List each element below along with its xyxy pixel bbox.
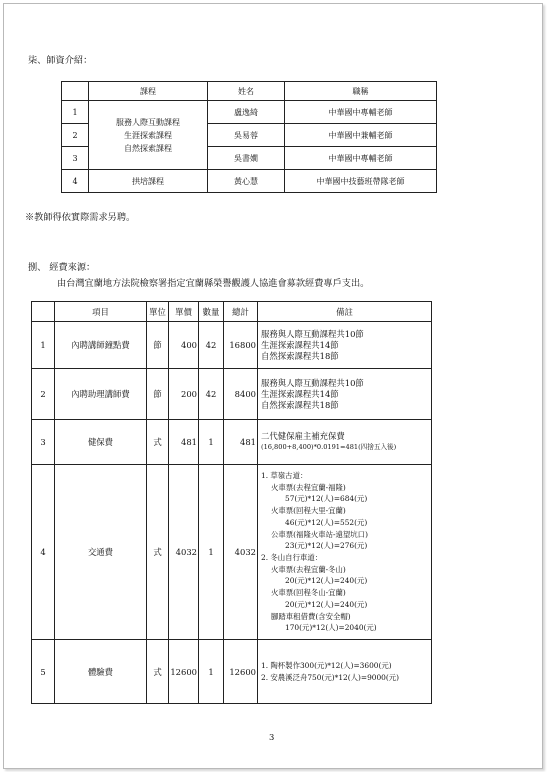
item-name: 交通費 (55, 465, 147, 640)
row-number: 2 (62, 124, 89, 147)
note-line: 2. 安農溪泛舟750(元)*12(人)=9000(元) (261, 672, 400, 682)
header-cell: 項目 (55, 302, 147, 322)
item-price: 12600 (169, 640, 199, 704)
note-line: 46(元)*12(人)=552(元) (285, 517, 368, 527)
row-number: 5 (32, 640, 55, 704)
teachers-note: ※教師得依實際需求另聘。 (25, 212, 136, 223)
note-line: 火車票(去程宜蘭-冬山) (271, 564, 346, 574)
note-line: 57(元)*12(人)=684(元) (285, 494, 368, 504)
note-line: 公車票(福隆火車站-遠望坑口) (271, 529, 368, 539)
row-number: 4 (62, 170, 89, 193)
header-cell: 姓名 (208, 82, 285, 101)
item-name: 體驗費 (55, 640, 147, 704)
item-qty: 1 (199, 420, 224, 465)
header-cell: 單價 (169, 302, 199, 322)
course-name: 自然探索課程 (124, 143, 172, 153)
item-total: 12600 (224, 640, 258, 704)
note-line: 自然探索課程共18節 (261, 399, 339, 410)
item-name: 內聘助理講師費 (55, 369, 147, 420)
item-qty: 42 (199, 322, 224, 369)
item-notes (258, 420, 432, 465)
row-number: 4 (32, 465, 55, 640)
header-cell-no (32, 302, 55, 322)
item-price: 4032 (169, 465, 199, 640)
note-line: 生涯探索課程共14節 (261, 388, 339, 399)
teacher-name: 吳書嫺 (208, 147, 285, 170)
course-name: 拱培課程 (89, 170, 208, 193)
item-total: 16800 (224, 322, 258, 369)
item-qty: 42 (199, 369, 224, 420)
note-line: 火車票(回程大里-宜蘭) (271, 506, 346, 516)
note-line: 火車票(回程冬山-宜蘭) (271, 588, 346, 598)
item-unit: 式 (147, 640, 169, 704)
item-name: 內聘講師鐘點費 (55, 322, 147, 369)
note-line: 20(元)*12(人)=240(元) (285, 599, 368, 609)
table-row (32, 465, 432, 640)
row-number: 3 (62, 147, 89, 170)
section8-description: 由台灣宜蘭地方法院檢察署指定宜蘭縣榮譽觀護人協進會募款經費專戶支出。 (57, 278, 370, 289)
note-line: 腳踏車租借費(含安全帽) (271, 611, 351, 621)
table-row (32, 322, 432, 369)
table-row (32, 640, 432, 704)
teacher-name: 黃心慧 (208, 170, 285, 193)
page-number: 3 (269, 732, 275, 742)
note-line: 自然探索課程共18節 (261, 350, 339, 361)
item-unit: 式 (147, 465, 169, 640)
header-cell-no (62, 82, 89, 101)
table-header-row (32, 302, 432, 322)
section8-heading: 捌、 經費來源： (28, 262, 96, 273)
item-total: 481 (224, 420, 258, 465)
teacher-title: 中華國中技藝班帶隊老師 (285, 170, 437, 193)
note-line: 生涯探索課程共14節 (261, 339, 339, 350)
header-cell: 總計 (224, 302, 258, 322)
teacher-title: 中華國中專輔老師 (285, 147, 437, 170)
item-notes (258, 640, 432, 704)
note-line: 二代健保雇主補充保費 (261, 431, 345, 441)
teachers-table (61, 81, 437, 193)
header-cell: 課程 (89, 82, 208, 101)
note-line: 服務與人際互動課程共10節 (261, 328, 364, 339)
merged-course-cell (89, 101, 208, 170)
course-name: 生涯探索課程 (124, 130, 172, 140)
row-number: 3 (32, 420, 55, 465)
item-unit: 節 (147, 322, 169, 369)
item-qty: 1 (199, 640, 224, 704)
table-row (62, 170, 437, 193)
note-line: 2. 冬山自行車道： (261, 553, 323, 562)
table-row (32, 369, 432, 420)
note-line: 170(元)*12(人)=2040(元) (285, 623, 377, 633)
table-header-row (62, 82, 437, 101)
note-line: 20(元)*12(人)=240(元) (285, 576, 368, 586)
item-qty: 1 (199, 465, 224, 640)
row-number: 2 (32, 369, 55, 420)
note-line: 服務與人際互動課程共10節 (261, 377, 364, 388)
teacher-name: 吳易蓉 (208, 124, 285, 147)
note-line: 1. 草嶺古道： (261, 471, 308, 481)
course-name: 服務人際互動課程 (116, 117, 180, 127)
teacher-title: 中華國中專輔老師 (285, 101, 437, 124)
table-row (62, 101, 437, 124)
item-total: 8400 (224, 369, 258, 420)
item-notes (258, 465, 432, 640)
note-line: 1. 陶杯製作300(元)*12(人)=3600(元) (261, 660, 392, 670)
header-cell: 數量 (199, 302, 224, 322)
row-number: 1 (32, 322, 55, 369)
row-number: 1 (62, 101, 89, 124)
item-notes (258, 322, 432, 369)
budget-table (31, 301, 432, 704)
item-unit: 式 (147, 420, 169, 465)
item-unit: 節 (147, 369, 169, 420)
table-row (32, 420, 432, 465)
item-price: 400 (169, 322, 199, 369)
note-line: (16,800+8,400)*0.0191=481(四捨五入後) (261, 443, 397, 451)
header-cell: 備註 (258, 302, 432, 322)
item-name: 健保費 (55, 420, 147, 465)
item-notes (258, 369, 432, 420)
item-total: 4032 (224, 465, 258, 640)
teacher-name: 盧逸綺 (208, 101, 285, 124)
header-cell: 職稱 (285, 82, 437, 101)
item-price: 481 (169, 420, 199, 465)
item-price: 200 (169, 369, 199, 420)
header-cell: 單位 (147, 302, 169, 322)
teacher-title: 中華國中兼輔老師 (285, 124, 437, 147)
note-line: 火車票(去程宜蘭-福隆) (271, 482, 346, 492)
note-line: 23(元)*12(人)=276(元) (285, 541, 368, 551)
section7-heading: 柒、師資介紹： (28, 55, 93, 66)
